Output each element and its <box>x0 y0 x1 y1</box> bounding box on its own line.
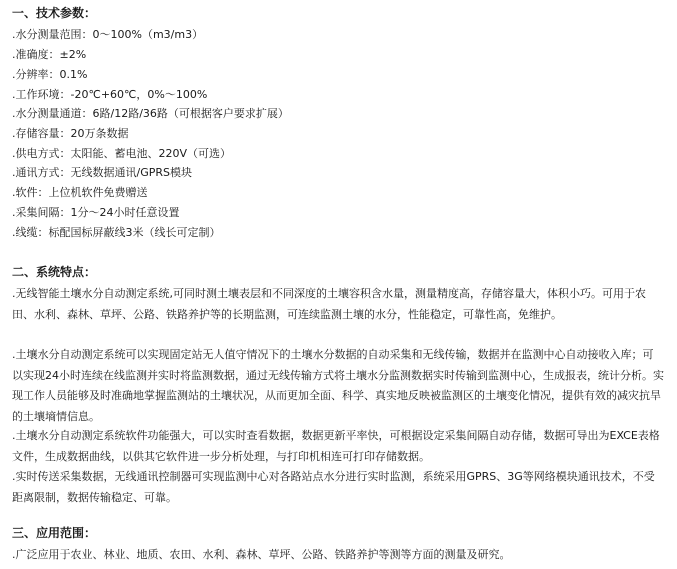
spec-item-storage: .存储容量：20万条数据 <box>12 127 129 140</box>
spec-item-resolution: .分辨率：0.1% <box>12 68 88 81</box>
feature-paragraph: .土壤水分自动测定系统软件功能强大，可以实时查看数据，数据更新平率快，可根据设定采集间隔自动存储，数据可导出为EXCE表格文件，生成数据曲线，以供其它软件进一步分析处理，与打印机相连可打印存储数据。 <box>12 429 660 463</box>
section-heading-features: 二、系统特点： <box>12 265 97 279</box>
spec-item-cable: .线缆：标配国标屏蔽线3米（线长可定制） <box>12 226 221 239</box>
section-heading-tech: 一、技术参数： <box>12 6 97 20</box>
spec-item-range: .水分测量范围：0～100%（m3/m3） <box>12 28 204 41</box>
spec-item-power: .供电方式：太阳能、蓄电池、220V（可选） <box>12 147 232 160</box>
spec-item-accuracy: .准确度：±2% <box>12 48 87 61</box>
application-item: .广泛应用于农业、林业、地质、农田、水利、森林、草坪、公路、铁路养护等测等方面的测量及研究。 <box>12 548 511 561</box>
spec-item-software: .软件：上位机软件免费赠送 <box>12 186 148 199</box>
spec-item-channels: .水分测量通道：6路/12路/36路（可根据客户要求扩展） <box>12 107 289 120</box>
feature-paragraph: .土壤水分自动测定系统可以实现固定站无人值守情况下的土壤水分数据的自动采集和无线传输，数据并在监测中心自动接收入库；可以实现24小时连续在线监测并实时将监测数据，通过无线传输方式将土壤水分监测数据实时传输到监测中心，生成报表，统计分析。实现工作人员能够及时准确地掌握监测站的土壤状况，从而更加全面、科学、真实地反映被监测区的土壤变化情况，提供有效的减灾抗旱的土壤墒情信息。 <box>12 348 664 423</box>
spec-item-environment: .工作环境：-20℃+60℃，0%～100% <box>12 88 208 101</box>
feature-paragraph: .实时传送采集数据，无线通讯控制器可实现监测中心对各路站点水分进行实时监测，系统采用GPRS、3G等网络模块通讯技术，不受距离限制，数据传输稳定、可靠。 <box>12 470 655 504</box>
spec-item-interval: .采集间隔：1分～24小时任意设置 <box>12 206 180 219</box>
section-heading-applications: 三、应用范围： <box>12 526 97 540</box>
spec-item-communication: .通讯方式：无线数据通讯/GPRS模块 <box>12 166 192 179</box>
feature-paragraph: .无线智能土壤水分自动测定系统,可同时测土壤表层和不同深度的土壤容积含水量，测量精度高，存储容量大，体积小巧。可用于农田、水利、森林、草坪、公路、铁路养护等的长期监测，可连续监测土壤的水分，性能稳定，可靠性高，免维护。 <box>12 287 646 321</box>
